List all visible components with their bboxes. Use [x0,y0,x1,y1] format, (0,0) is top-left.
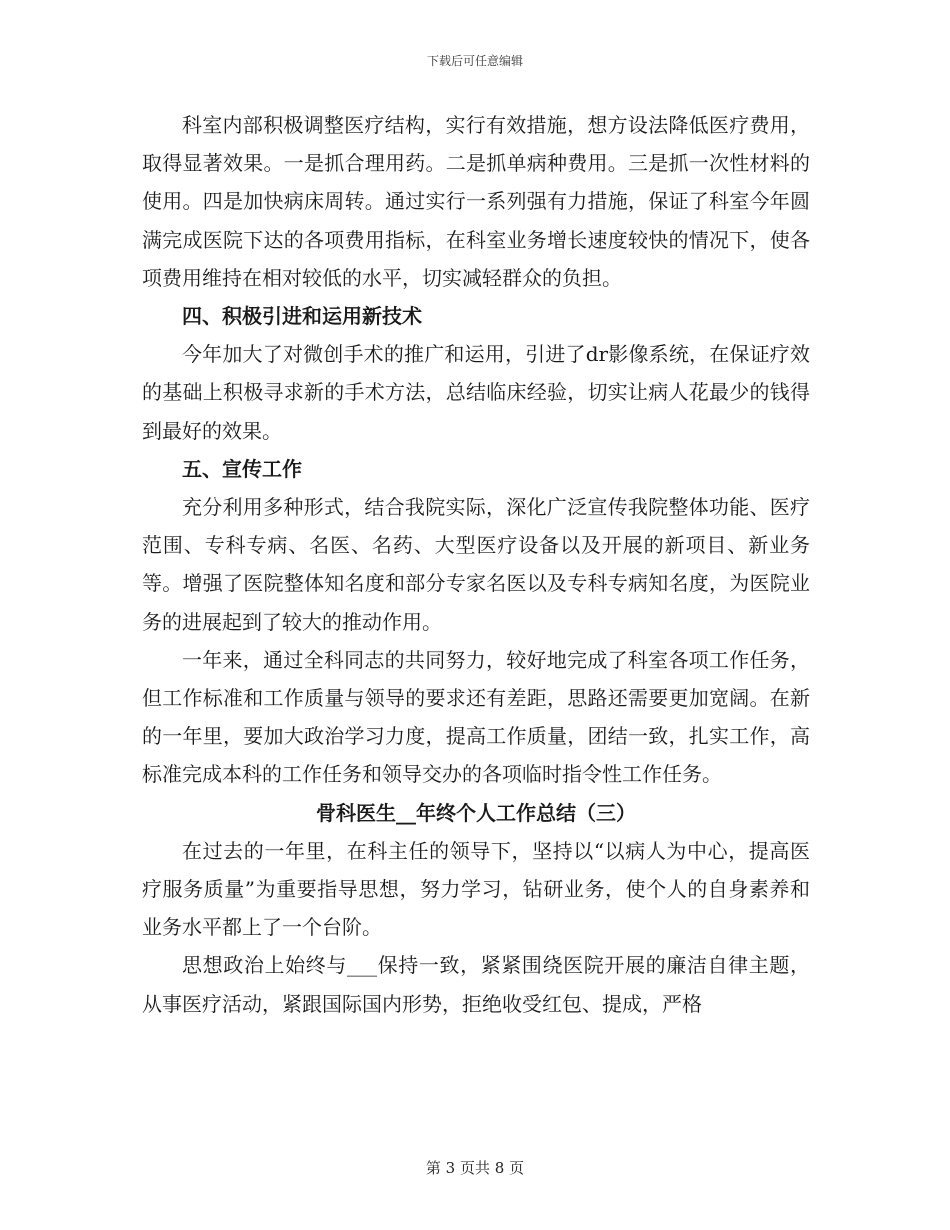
paragraph-year-summary: 一年来，通过全科同志的共同努力，较好地完成了科室各项工作任务，但工作标准和工作质量与领导的要求还有差距，思路还需要更加宽阔。在新的一年里，要加大政治学习力度，提高工作质量，团结一致，扎实工作，高标准完成本科的工作任务和领导交办的各项临时指令性工作任务。 [142,647,810,787]
document-body [142,106,810,1023]
page-number: 第 3 页共 8 页 [425,1159,525,1177]
section-heading-publicity: 五、宣传工作 [182,456,302,481]
paragraph-political-thought: 思想政治上始终与___保持一致，紧紧围绕医院开展的廉洁自律主题，从事医疗活动，紧跟国际国内形势，拒绝收受红包、提成，严格 [142,953,810,1016]
document-title-part-three: 骨科医生__年终个人工作总结（三） [316,800,636,825]
page-header: 下载后可任意编辑 [426,54,523,68]
paragraph-publicity: 充分利用多种形式，结合我院实际，深化广泛宣传我院整体功能、医疗范围、专科专病、名医、名药、大型医疗设备以及开展的新项目、新业务等。增强了医院整体知名度和部分专家名医以及专科专病知名度，为医院业务的进展起到了较大的推动作用。 [142,495,810,634]
paragraph-cost-control: 科室内部积极调整医疗结构，实行有效措施，想方设法降低医疗费用，取得显著效果。一是抓合理用药。二是抓单病种费用。三是抓一次性材料的使用。四是加快病床周转。通过实行一系列强有力措施，保证了科室今年圆满完成医院下达的各项费用指标，在科室业务增长速度较快的情况下，使各项费用维持在相对较低的水平，切实减轻群众的负担。 [142,113,810,290]
paragraph-new-technology: 今年加大了对微创手术的推广和运用，引进了dr影像系统，在保证疗效的基础上积极寻求新的手术方法，总结临床经验，切实让病人花最少的钱得到最好的效果。 [142,342,810,443]
paragraph-past-year: 在过去的一年里，在科主任的领导下，坚持以“以病人为中心，提高医疗服务质量”为重要指导思想，努力学习，钻研业务，使个人的自身素养和业务水平都上了一个台阶。 [142,838,810,940]
section-heading-new-technology: 四、积极引进和运用新技术 [182,304,422,329]
